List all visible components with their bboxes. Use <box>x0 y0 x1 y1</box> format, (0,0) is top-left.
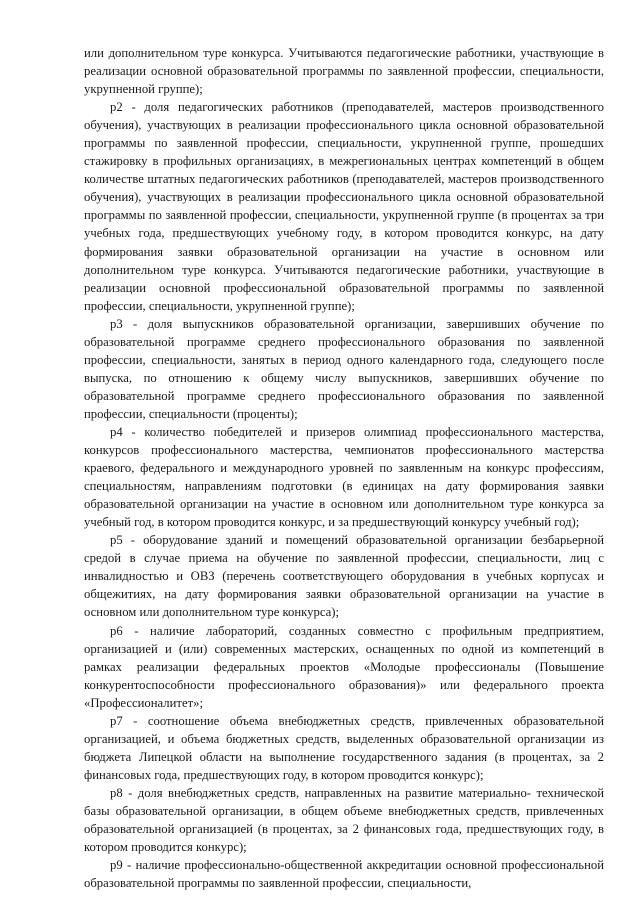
paragraph-p4: р4 - количество победителей и призеров олимпиад профессионального мастерства, конкурсов профессионального мастерства, чемпионатов профессионального мастерства краевого, федерального и международного уровней по заявленным на конкурс профессиям, специальностям, направлениям подготовки (в единицах на дату формирования заявки образовательной организации на участие в основном или дополнительном туре конкурса за учебный год, в котором проводится конкурс, и за предшествующий конкурсу учебный год); <box>84 424 604 530</box>
paragraph-p7: р7 - соотношение объема внебюджетных средств, привлеченных образовательной организацией, и объема бюджетных средств, выделенных образовательной организации из бюджета Липецкой области на выполнение государственного задания (в процентах, за 2 финансовых года, предшествующих году, в котором проводится конкурс); <box>84 713 604 782</box>
paragraph-p5: р5 - оборудование зданий и помещений образовательной организации безбарьерной средой в случае приема на обучение по заявленной профессии, специальности, лиц с инвалидностью и ОВЗ (перечень соответствующего оборудования в учебных корпусах и общежитиях, на дату формирования заявки образовательной организации на участие в основном или дополнительном туре конкурса); <box>84 533 604 620</box>
document-page <box>84 44 604 892</box>
paragraph-p3: р3 - доля выпускников образовательной организации, завершивших обучение по образовательной программе среднего профессионального образования по заявленной профессии, специальности, занятых в период одного календарного года, следующего после выпуска, по отношению к общему числу выпускников, завершивших обучение по образовательной программе среднего профессионального образования по заявленной профессии, специальности (проценты); <box>84 316 604 421</box>
paragraph-p8: р8 - доля внебюджетных средств, направленных на развитие материально- технической базы образовательной организации, в общем объеме внебюджетных средств, привлеченных образовательной организацией (в процентах, за 2 финансовых года, предшествующих году, в котором проводится конкурс); <box>84 785 604 855</box>
paragraph-p9: р9 - наличие профессионально-общественной аккредитации основной профессиональной образовательной программы по заявленной профессии, специальности, <box>84 858 604 891</box>
paragraph-continuation: или дополнительном туре конкурса. Учитываются педагогические работники, участвующие в реализации основной образовательной программы по заявленной профессии, специальности, укрупненной группе); <box>84 46 604 97</box>
paragraph-p2: р2 - доля педагогических работников (преподавателей, мастеров производственного обучения), участвующих в реализации профессионального цикла основной образовательной программы по заявленной профессии, специальности, укрупненной группе, прошедших стажировку в профильных организациях, в межрегиональных центрах компетенций в общем количестве штатных педагогических работников (преподавателей, мастеров производственного обучения), участвующих в реализации профессионального цикла основной образовательной программы по заявленной профессии, специальности, укрупненной группе (в процентах за три учебных года, предшествующих учебному году, в котором проводится конкурс, на дату формирования заявки образовательной организации на участие в основном или дополнительном туре конкурса. Учитываются педагогические работники, участвующие в реализации основной профессиональной образовательной программы по заявленной профессии, специальности, укрупненной группе); <box>84 100 604 313</box>
paragraph-p6: р6 - наличие лабораторий, созданных совместно с профильным предприятием, организацией и (или) современных мастерских, оснащенных по одной из компетенций в рамках реализации федеральных проектов «Молодые профессионалы (Повышение конкурентоспособности профессионального образования)» или федерального проекта «Профессионалитет»; <box>84 623 604 710</box>
